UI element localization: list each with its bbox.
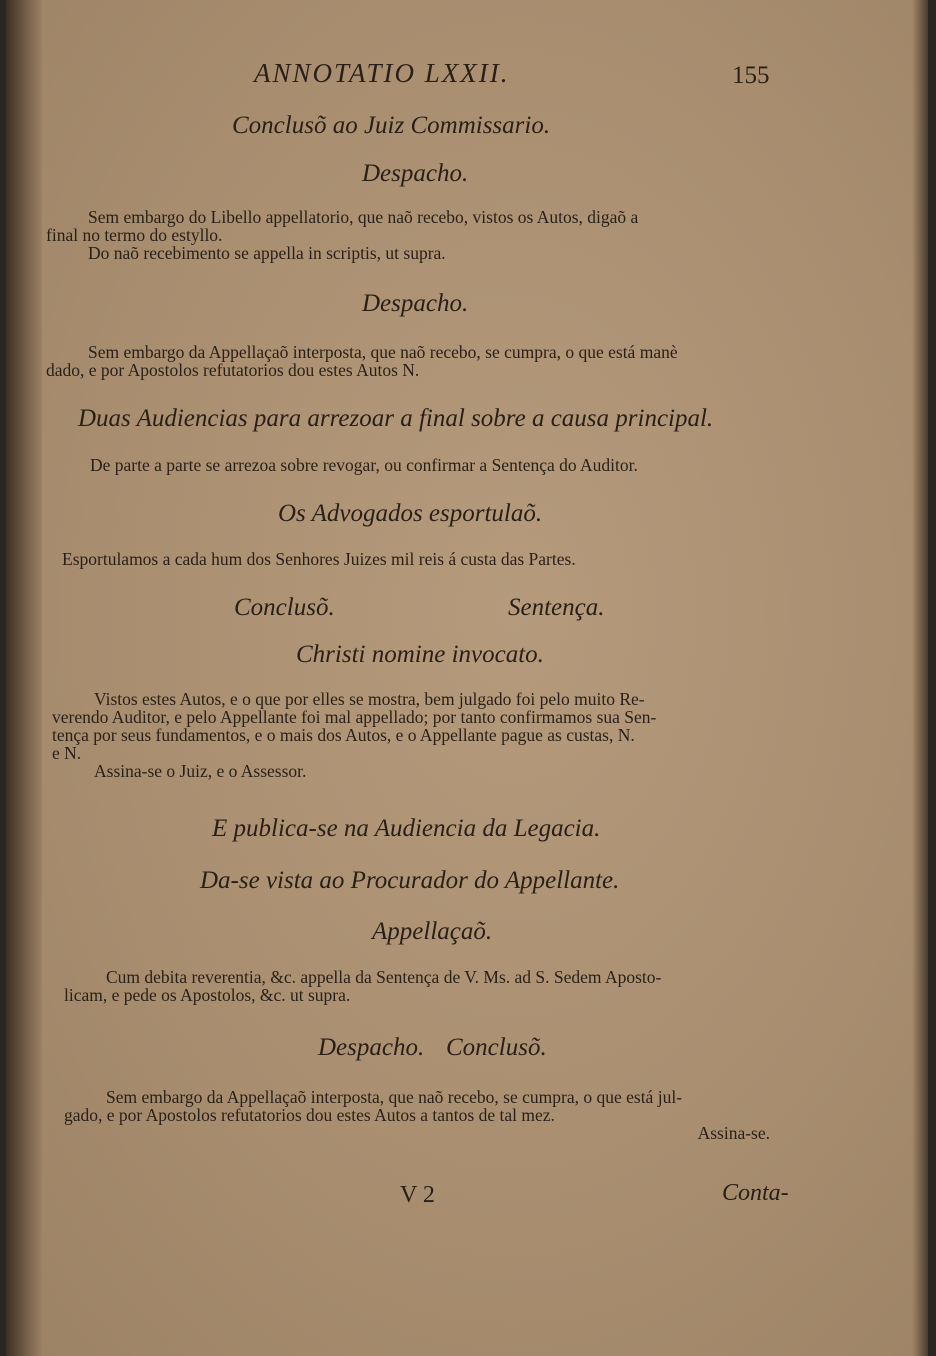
- text-line: Sem embargo da Appellaçaõ interposta, que naõ recebo, se cumpra, o que está manè: [88, 342, 678, 362]
- heading-conclusao: Conclusõ.: [234, 594, 335, 621]
- text-line: licam, e pede os Apostolos, &c. ut supra.: [64, 985, 351, 1005]
- heading-despacho-1: Despacho.: [362, 160, 469, 187]
- heading-sentenca: Sentença.: [508, 594, 605, 621]
- heading-conclusao-juiz: Conclusõ ao Juiz Commissario.: [232, 112, 551, 139]
- text-line: verendo Auditor, e pelo Appellante foi mal appellado; por tanto confirmamos sua Sen-: [52, 707, 657, 727]
- page-gutter: [6, 0, 42, 1356]
- signature-mark: V 2: [400, 1182, 435, 1208]
- heading-duas-audiencias: Duas Audiencias para arrezoar a final sobre a causa principal.: [78, 405, 714, 432]
- heading-advogados: Os Advogados esportulaõ.: [278, 500, 543, 527]
- text-line: Vistos estes Autos, e o que por elles se mostra, bem julgado foi pelo muito Re-: [94, 689, 645, 709]
- text-line: gado, e por Apostolos refutatorios dou estes Autos a tantos de tal mez.: [64, 1105, 555, 1125]
- heading-appellacao: Appellaçaõ.: [372, 918, 493, 945]
- paragraph-esportulamos: Esportulamos a cada hum dos Senhores Juizes mil reis á custa das Partes.: [62, 549, 576, 569]
- page-edge: [912, 0, 928, 1356]
- text-line: Assina-se.: [697, 1123, 770, 1143]
- paragraph-libello: [46, 208, 786, 262]
- paragraph-arrezoa: De parte a parte se arrezoa sobre revogar, ou confirmar a Sentença do Auditor.: [90, 455, 638, 475]
- book-page: [6, 0, 928, 1356]
- heading-despacho-3: Despacho.: [318, 1034, 425, 1061]
- running-head-title: ANNOTATIO LXXII.: [254, 58, 510, 88]
- paragraph-final-despacho: [64, 1088, 794, 1142]
- catchword: Conta-: [722, 1180, 789, 1206]
- text-line: Sem embargo do Libello appellatorio, que naõ recebo, vistos os Autos, digaõ a: [88, 207, 639, 227]
- page-number: 155: [732, 62, 770, 89]
- text-line: Do naõ recebimento se appella in scriptis, ut supra.: [88, 243, 446, 263]
- text-line: e N.: [52, 743, 82, 763]
- text-line: Cum debita reverentia, &c. appella da Sentença de V. Ms. ad S. Sedem Aposto-: [106, 967, 662, 987]
- text-line: final no termo do estyllo.: [46, 225, 223, 245]
- paragraph-sentenca: [52, 690, 792, 780]
- paragraph-appellacao: [46, 343, 786, 379]
- text-line: Assina-se o Juiz, e o Assessor.: [94, 761, 307, 781]
- text-line: Sem embargo da Appellaçaõ interposta, que naõ recebo, se cumpra, o que está jul-: [106, 1087, 683, 1107]
- heading-despacho-2: Despacho.: [362, 290, 469, 317]
- heading-publica-se: E publica-se na Audiencia da Legacia.: [212, 815, 601, 842]
- heading-da-se-vista: Da-se vista ao Procurador do Appellante.: [200, 867, 620, 894]
- paragraph-cum-debita: [64, 968, 794, 1004]
- text-line: dado, e por Apostolos refutatorios dou estes Autos N.: [46, 360, 420, 380]
- text-line: tença por seus fundamentos, e o mais dos Autos, e o Appellante pague as custas, N.: [52, 725, 635, 745]
- heading-conclusao-2: Conclusõ.: [446, 1034, 547, 1061]
- heading-christi: Christi nomine invocato.: [296, 641, 544, 668]
